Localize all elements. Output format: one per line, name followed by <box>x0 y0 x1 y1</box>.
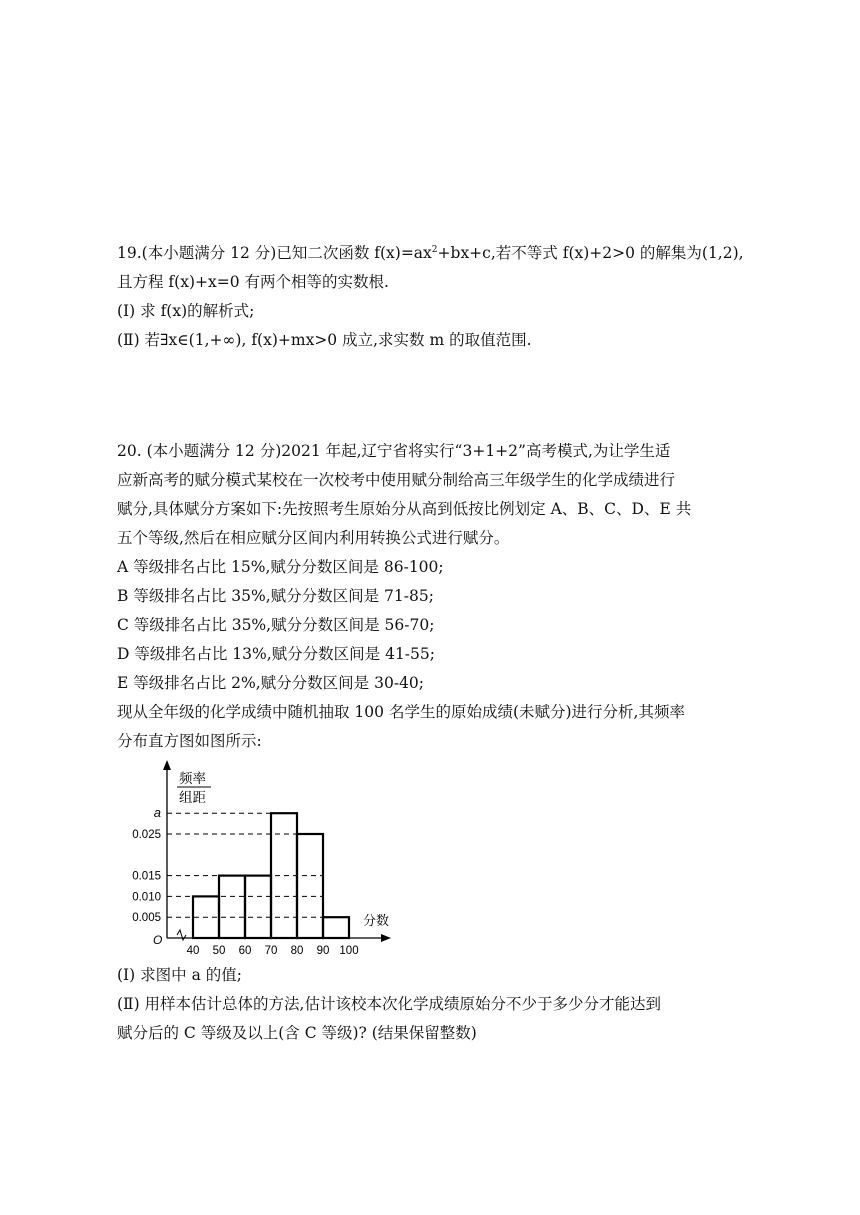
x-tick-label: 100 <box>339 945 359 957</box>
y-tick-label: 0.025 <box>132 829 161 841</box>
q20-part2-1: (Ⅱ) 用样本估计总体的方法,估计该校本次化学成绩原始分不少于多少分才能达到 <box>117 995 661 1013</box>
q20-grade-d: D 等级排名占比 13%,赋分分数区间是 41-55; <box>117 645 435 663</box>
frequency-histogram <box>115 758 405 958</box>
x-tick-label: 50 <box>212 945 226 957</box>
q19-line2: 且方程 f(x)+x=0 有两个相等的实数根. <box>117 273 389 291</box>
y-tick-label: 0.015 <box>132 870 161 883</box>
histogram-bar <box>323 917 349 938</box>
x-axis-arrow-icon <box>381 934 391 942</box>
histogram-bar <box>219 876 245 938</box>
y-tick-label: a <box>153 805 161 821</box>
histogram-bar <box>245 876 271 938</box>
q19-line1: 19.(本小题满分 12 分)已知二次函数 $f(x)=ax^2+bx+c$,若不等式 f(x)+2>0 的解集为(1,2), <box>117 244 744 262</box>
x-tick-label: 40 <box>186 945 200 957</box>
q20-intro-4: 五个等级,然后在相应赋分区间内利用转换公式进行赋分。 <box>117 529 510 547</box>
q20-sample-1: 现从全年级的化学成绩中随机抽取 100 名学生的原始成绩(未赋分)进行分析,其频率 <box>117 703 685 721</box>
ylabel-top: 频率 <box>179 771 206 786</box>
y-tick-label: 0.010 <box>132 891 161 904</box>
q19-part2: (Ⅱ) 若∃x∈(1,+∞), f(x)+mx>0 成立,求实数 m 的取值范围. <box>117 331 532 349</box>
q20-part1: (Ⅰ) 求图中 a 的值; <box>117 966 242 984</box>
q20-grade-c: C 等级排名占比 35%,赋分分数区间是 56-70; <box>117 616 435 634</box>
q20-intro-1: 20. (本小题满分 12 分)2021 年起,辽宁省将实行“3+1+2”高考模式,为让学生适 <box>117 442 671 460</box>
x-axis-label: 分数 <box>363 913 390 928</box>
origin-label: O <box>153 933 163 947</box>
y-tick-label: 0.005 <box>132 912 161 925</box>
x-tick-label: 80 <box>290 945 304 957</box>
q20-grade-e: E 等级排名占比 2%,赋分分数区间是 30-40; <box>117 674 425 692</box>
x-tick-label: 60 <box>238 945 252 957</box>
q20-intro-2: 应新高考的赋分模式某校在一次校考中使用赋分制给高三年级学生的化学成绩进行 <box>117 471 676 489</box>
q20-sample-2: 分布直方图如图所示: <box>117 732 262 750</box>
x-tick-label: 70 <box>264 945 278 957</box>
ylabel-bottom: 组距 <box>179 790 206 805</box>
q19-part1: (Ⅰ) 求 f(x)的解析式; <box>117 302 255 320</box>
q20-intro-3: 赋分,具体赋分方案如下:先按照考生原始分从高到低按比例划定 A、B、C、D、E 共 <box>117 500 692 518</box>
q20-grade-a: A 等级排名占比 15%,赋分分数区间是 86-100; <box>117 558 444 576</box>
histogram-bar <box>297 834 323 938</box>
x-tick-label: 90 <box>316 945 330 957</box>
q20-part2-2: 赋分后的 C 等级及以上(含 C 等级)? (结果保留整数) <box>117 1024 477 1042</box>
q20-grade-b: B 等级排名占比 35%,赋分分数区间是 71-85; <box>117 587 434 605</box>
y-axis-arrow-icon <box>163 760 171 770</box>
